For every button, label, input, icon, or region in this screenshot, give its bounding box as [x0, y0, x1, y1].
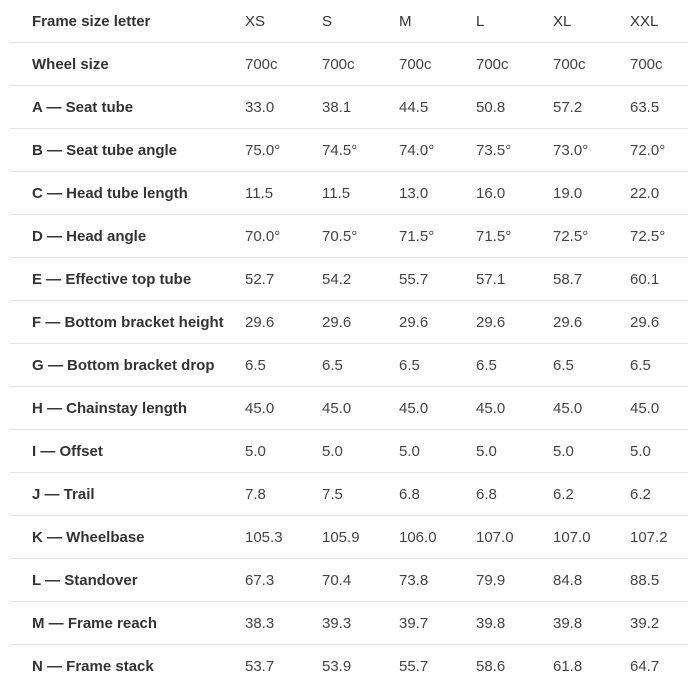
- geometry-table: [10, 0, 688, 687]
- row-value: 71.5°: [453, 215, 530, 258]
- row-value: 74.0°: [376, 129, 453, 172]
- row-value: 106.0: [376, 516, 453, 559]
- row-value: 5.0: [607, 430, 688, 473]
- table-row: [10, 301, 688, 344]
- row-value: 6.8: [376, 473, 453, 516]
- row-value: 29.6: [607, 301, 688, 344]
- table-row: [10, 215, 688, 258]
- row-value: 45.0: [299, 387, 376, 430]
- row-value: 6.2: [530, 473, 607, 516]
- row-value: 39.7: [376, 602, 453, 645]
- row-value: 5.0: [299, 430, 376, 473]
- row-value: 57.2: [530, 86, 607, 129]
- row-value: 72.5°: [530, 215, 607, 258]
- row-value: 74.5°: [299, 129, 376, 172]
- row-value: 13.0: [376, 172, 453, 215]
- row-value: 700c: [376, 43, 453, 86]
- row-value: 700c: [453, 43, 530, 86]
- row-value: 5.0: [453, 430, 530, 473]
- row-value: 7.8: [222, 473, 299, 516]
- row-label: K — Wheelbase: [10, 516, 222, 559]
- row-value: 39.8: [453, 602, 530, 645]
- row-value: 58.6: [476, 657, 506, 675]
- row-value: 88.5: [607, 559, 688, 602]
- row-value: 11.5: [222, 172, 299, 215]
- row-value: 73.8: [376, 559, 453, 602]
- table-row: [10, 516, 688, 559]
- row-label: Wheel size: [10, 43, 222, 86]
- row-value: 29.6: [222, 301, 299, 344]
- row-value: 55.7: [399, 657, 429, 675]
- row-value: 45.0: [607, 387, 688, 430]
- row-value: 22.0: [607, 172, 688, 215]
- row-value: 44.5: [376, 86, 453, 129]
- row-value: 58.7: [530, 258, 607, 301]
- row-value: 6.5: [299, 344, 376, 387]
- row-value: 29.6: [299, 301, 376, 344]
- row-label: B — Seat tube angle: [10, 129, 222, 172]
- row-value: 19.0: [530, 172, 607, 215]
- row-value: 6.5: [530, 344, 607, 387]
- row-value: 53.7: [245, 657, 275, 675]
- row-label: H — Chainstay length: [10, 387, 222, 430]
- row-value: 107.0: [530, 516, 607, 559]
- row-label: J — Trail: [10, 473, 222, 516]
- row-value: 79.9: [453, 559, 530, 602]
- table-row: [10, 344, 688, 387]
- row-value: 52.7: [222, 258, 299, 301]
- row-value: 700c: [299, 43, 376, 86]
- row-value: 6.8: [453, 473, 530, 516]
- header-size-l: L: [453, 0, 530, 43]
- row-value: 53.9: [322, 657, 352, 675]
- header-size-xl: XL: [530, 0, 607, 43]
- row-value: 45.0: [222, 387, 299, 430]
- row-value: 57.1: [453, 258, 530, 301]
- row-label: A — Seat tube: [10, 86, 222, 129]
- row-value: 61.8: [553, 657, 583, 675]
- row-value: 7.5: [299, 473, 376, 516]
- row-value: 11.5: [299, 172, 376, 215]
- row-value: 16.0: [453, 172, 530, 215]
- table-row: [10, 129, 688, 172]
- row-value: 70.4: [299, 559, 376, 602]
- row-value: 29.6: [530, 301, 607, 344]
- row-value: 105.3: [222, 516, 299, 559]
- row-value: 71.5°: [376, 215, 453, 258]
- row-value: 39.8: [530, 602, 607, 645]
- table-row: [10, 602, 688, 645]
- row-value: 107.0: [453, 516, 530, 559]
- row-label: N — Frame stack: [32, 657, 154, 675]
- row-value: 45.0: [530, 387, 607, 430]
- row-value: 64.7: [630, 657, 660, 675]
- row-value: 5.0: [530, 430, 607, 473]
- row-value: 54.2: [299, 258, 376, 301]
- row-value: 107.2: [607, 516, 688, 559]
- table-row: [10, 430, 688, 473]
- row-value: 29.6: [453, 301, 530, 344]
- row-value: 67.3: [222, 559, 299, 602]
- header-size-xs: XS: [222, 0, 299, 43]
- row-label: E — Effective top tube: [10, 258, 222, 301]
- row-label: D — Head angle: [10, 215, 222, 258]
- header-size-s: S: [299, 0, 376, 43]
- row-value: 700c: [607, 43, 688, 86]
- row-value: 75.0°: [222, 129, 299, 172]
- row-value: 73.5°: [453, 129, 530, 172]
- row-value: 70.5°: [299, 215, 376, 258]
- row-value: 39.3: [299, 602, 376, 645]
- row-value: 55.7: [376, 258, 453, 301]
- table-row: [10, 258, 688, 301]
- row-value: 6.2: [607, 473, 688, 516]
- row-value: 38.3: [222, 602, 299, 645]
- row-label: L — Standover: [10, 559, 222, 602]
- table-row: [10, 473, 688, 516]
- row-value: 6.5: [222, 344, 299, 387]
- row-value: 70.0°: [222, 215, 299, 258]
- header-label: Frame size letter: [10, 0, 222, 43]
- row-value: 33.0: [222, 86, 299, 129]
- row-value: 39.2: [607, 602, 688, 645]
- row-label: I — Offset: [10, 430, 222, 473]
- row-value: 5.0: [376, 430, 453, 473]
- row-value: 700c: [222, 43, 299, 86]
- header-size-xxl: XXL: [607, 0, 688, 43]
- row-value: 700c: [530, 43, 607, 86]
- row-value: 5.0: [222, 430, 299, 473]
- row-value: 29.6: [376, 301, 453, 344]
- row-value: 84.8: [530, 559, 607, 602]
- row-value: 73.0°: [530, 129, 607, 172]
- row-value: 60.1: [607, 258, 688, 301]
- row-value: 72.5°: [607, 215, 688, 258]
- table-row: [10, 387, 688, 430]
- row-value: 72.0°: [607, 129, 688, 172]
- table-row: [10, 559, 688, 602]
- table-row: [10, 645, 688, 688]
- row-label: M — Frame reach: [10, 602, 222, 645]
- row-value: 45.0: [376, 387, 453, 430]
- table-row: [10, 43, 688, 86]
- row-label: F — Bottom bracket height: [10, 301, 222, 344]
- row-value: 105.9: [299, 516, 376, 559]
- row-value: 63.5: [607, 86, 688, 129]
- row-value: 45.0: [453, 387, 530, 430]
- row-value: 6.5: [607, 344, 688, 387]
- row-value: 50.8: [453, 86, 530, 129]
- table-header-row: [10, 0, 688, 43]
- header-size-m: M: [376, 0, 453, 43]
- row-value: 38.1: [299, 86, 376, 129]
- row-label: G — Bottom bracket drop: [10, 344, 222, 387]
- row-value: 6.5: [376, 344, 453, 387]
- table-row: [10, 172, 688, 215]
- table-row: [10, 86, 688, 129]
- row-value: 6.5: [453, 344, 530, 387]
- row-label: C — Head tube length: [10, 172, 222, 215]
